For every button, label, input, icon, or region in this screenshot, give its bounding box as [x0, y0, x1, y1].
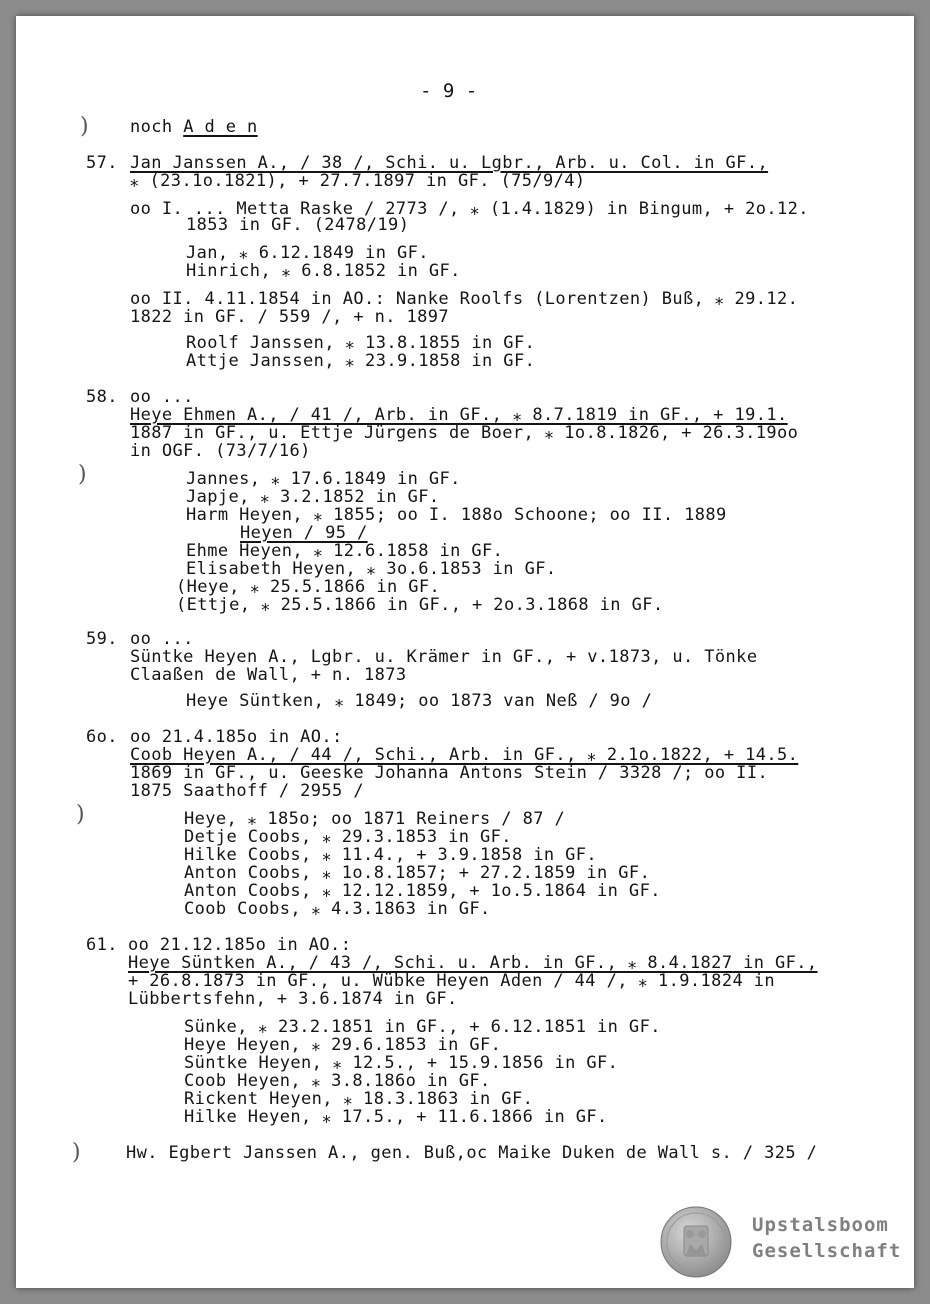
entry-line: Claaßen de Wall, + n. 1873	[130, 665, 407, 685]
margin-punch-mark: )	[78, 462, 87, 487]
entry-line: 1869 in GF., u. Geeske Johanna Antons Stein / 3328 /; oo II.	[130, 763, 769, 783]
entry-line: oo 21.12.185o in AO.:	[128, 935, 352, 955]
child-line: Hilke Coobs, ⁎ 11.4., + 3.9.1858 in GF.	[184, 845, 598, 865]
child-line: (Heye, ⁎ 25.5.1866 in GF.	[176, 577, 441, 597]
marriage-line: 1822 in GF. / 559 /, + n. 1897	[130, 307, 450, 327]
child-line: Ehme Heyen, ⁎ 12.6.1858 in GF.	[186, 541, 504, 561]
header-family: A d e n	[183, 117, 258, 137]
entry-line: Heye Süntken A., / 43 /, Schi. u. Arb. in GF., ⁎ 8.4.1827 in GF.,	[128, 953, 818, 973]
document-page	[16, 16, 914, 1288]
entry-line: Süntke Heyen A., Lgbr. u. Krämer in GF., + v.1873, u. Tönke	[130, 647, 758, 667]
child-line: Jannes, ⁎ 17.6.1849 in GF.	[186, 469, 461, 489]
stamp-line: Gesellschaft	[752, 1240, 902, 1262]
entry-number: 6o.	[86, 727, 118, 747]
entry-number: 59.	[86, 629, 118, 649]
seal-icon	[660, 1206, 732, 1278]
entry-line: oo ...	[130, 387, 194, 407]
stamp-text	[752, 1212, 901, 1264]
stamp-line: Upstalsboom	[752, 1214, 889, 1236]
entry-line: 1875 Saathoff / 2955 /	[130, 781, 364, 801]
entry-number: 57.	[86, 153, 118, 173]
child-line: Heye Heyen, ⁎ 29.6.1853 in GF.	[184, 1035, 502, 1055]
entry-line: Jan Janssen A., / 38 /, Schi. u. Lgbr., Arb. u. Col. in GF.,	[130, 153, 769, 173]
child-line: (Ettje, ⁎ 25.5.1866 in GF., + 2o.3.1868 in GF.	[176, 595, 664, 615]
child-line: Heye Süntken, ⁎ 1849; oo 1873 van Neß / 9o /	[186, 691, 653, 711]
marriage-line: oo II. 4.11.1854 in AO.: Nanke Roolfs (Lorentzen) Buß, ⁎ 29.12.	[130, 289, 799, 309]
child-line: Jan, ⁎ 6.12.1849 in GF.	[186, 243, 429, 263]
footer-note: Hw. Egbert Janssen A., gen. Buß,oc Maike Duken de Wall s. / 325 /	[126, 1143, 818, 1163]
child-line: Anton Coobs, ⁎ 12.12.1859, + 1o.5.1864 in GF.	[184, 881, 661, 901]
child-line: Attje Janssen, ⁎ 23.9.1858 in GF.	[186, 351, 536, 371]
entry-line: in OGF. (73/7/16)	[130, 441, 311, 461]
margin-punch-mark: )	[72, 1140, 81, 1165]
child-line: Süntke Heyen, ⁎ 12.5., + 15.9.1856 in GF.	[184, 1053, 619, 1073]
child-line: Detje Coobs, ⁎ 29.3.1853 in GF.	[184, 827, 512, 847]
child-line: Anton Coobs, ⁎ 1o.8.1857; + 27.2.1859 in GF.	[184, 863, 651, 883]
marriage-line: 1853 in GF. (2478/19)	[186, 215, 410, 235]
entry-line: Heye Ehmen A., / 41 /, Arb. in GF., ⁎ 8.7.1819 in GF., + 19.1.	[130, 405, 788, 425]
entry-line: oo ...	[130, 629, 194, 649]
page-number: - 9 -	[420, 80, 478, 102]
header-prefix: noch	[130, 117, 184, 137]
child-line: Coob Heyen, ⁎ 3.8.186o in GF.	[184, 1071, 491, 1091]
margin-punch-mark: )	[76, 802, 85, 827]
child-line: Japje, ⁎ 3.2.1852 in GF.	[186, 487, 440, 507]
entry-line: 1887 in GF., u. Ettje Jürgens de Boer, ⁎ 1o.8.1826, + 26.3.19oo	[130, 423, 799, 443]
entry-number: 61.	[86, 935, 118, 955]
child-line: Hilke Heyen, ⁎ 17.5., + 11.6.1866 in GF.	[184, 1107, 608, 1127]
archive-stamp	[660, 1206, 900, 1280]
marriage-line: oo I. ... Metta Raske / 2773 /, ⁎ (1.4.1829) in Bingum, + 2o.12.	[130, 199, 809, 219]
entry-line: ⁎ (23.1o.1821), + 27.7.1897 in GF. (75/9/4)	[130, 171, 586, 191]
child-line: Harm Heyen, ⁎ 1855; oo I. 188o Schoone; oo II. 1889	[186, 505, 727, 525]
child-line: Coob Coobs, ⁎ 4.3.1863 in GF.	[184, 899, 491, 919]
child-line: Hinrich, ⁎ 6.8.1852 in GF.	[186, 261, 461, 281]
entry-line: oo 21.4.185o in AO.:	[130, 727, 343, 747]
header-line	[130, 118, 258, 136]
margin-punch-mark: )	[80, 114, 89, 139]
entry-line: + 26.8.1873 in GF., u. Wübke Heyen Aden / 44 /, ⁎ 1.9.1824 in	[128, 971, 775, 991]
child-line: Heye, ⁎ 185o; oo 1871 Reiners / 87 /	[184, 809, 566, 829]
entry-line: Lübbertsfehn, + 3.6.1874 in GF.	[128, 989, 458, 1009]
child-line: Rickent Heyen, ⁎ 18.3.1863 in GF.	[184, 1089, 534, 1109]
child-line: Heyen / 95 /	[240, 523, 368, 543]
child-line: Elisabeth Heyen, ⁎ 3o.6.1853 in GF.	[186, 559, 557, 579]
child-line: Roolf Janssen, ⁎ 13.8.1855 in GF.	[186, 333, 536, 353]
entry-line: Coob Heyen A., / 44 /, Schi., Arb. in GF., ⁎ 2.1o.1822, + 14.5.	[130, 745, 799, 765]
child-line: Sünke, ⁎ 23.2.1851 in GF., + 6.12.1851 in GF.	[184, 1017, 661, 1037]
entry-number: 58.	[86, 387, 118, 407]
